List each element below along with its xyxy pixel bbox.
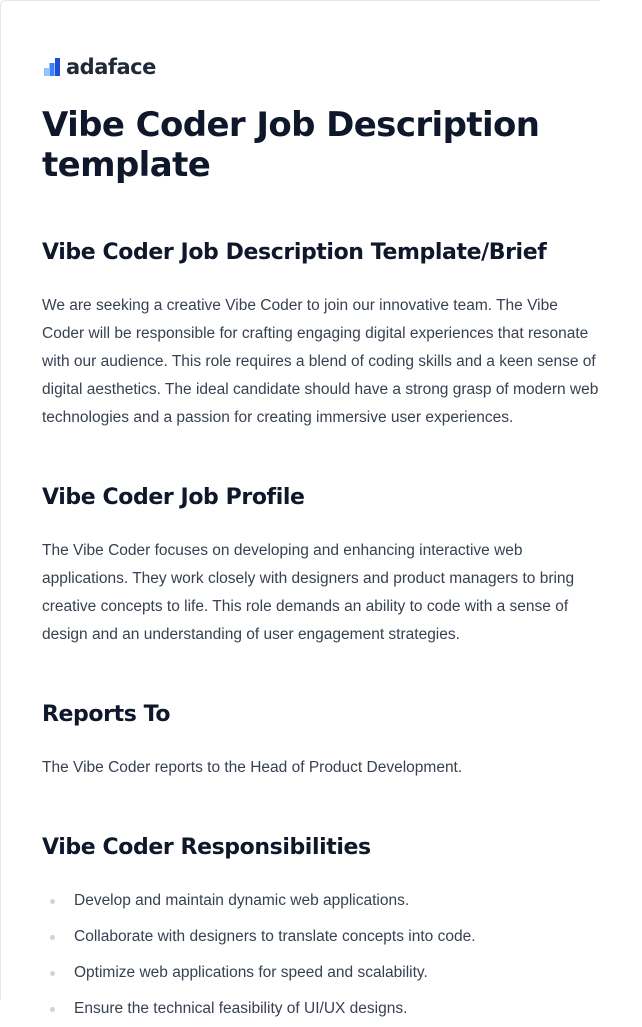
paragraph-line: We are seeking a creative Vibe Coder to join our innovative team. The Vibe: [42, 297, 558, 314]
list-item-text: Optimize web applications for speed and scalability.: [74, 964, 428, 981]
paragraph-line: creative concepts to life. This role demands an ability to code with a sense of: [42, 598, 569, 615]
section-heading-responsibilities: Vibe Coder Responsibilities: [42, 835, 371, 860]
list-item-text: Ensure the technical feasibility of UI/UX designs.: [74, 1000, 408, 1017]
list-item: [42, 955, 642, 991]
paragraph-line: digital aesthetics. The ideal candidate should have a strong grasp of modern web: [42, 381, 599, 398]
list-item-text: Collaborate with designers to translate concepts into code.: [74, 928, 476, 945]
paragraph-line: The Vibe Coder focuses on developing and enhancing interactive web: [42, 542, 523, 559]
paragraph-line: applications. They work closely with designers and product managers to bring: [42, 570, 575, 587]
bullet-icon: [50, 899, 55, 904]
section-paragraph-reports-to: [42, 754, 617, 782]
page-title: Vibe Coder Job Description template: [42, 105, 540, 185]
section-heading-job-profile: Vibe Coder Job Profile: [42, 485, 305, 510]
section-paragraph-job-profile: [42, 537, 617, 649]
paragraph-line: Coder will be responsible for crafting engaging digital experiences that resonate: [42, 325, 589, 342]
paragraph-line: The Vibe Coder reports to the Head of Product Development.: [42, 759, 463, 776]
paragraph-line: technologies and a passion for creating immersive user experiences.: [42, 409, 514, 426]
paragraph-line: with our audience. This role requires a blend of coding skills and a keen sense of: [42, 353, 596, 370]
paragraph-line: design and an understanding of user engagement strategies.: [42, 626, 460, 643]
list-item-text: Develop and maintain dynamic web applications.: [74, 892, 410, 909]
list-item: [42, 883, 642, 919]
bullet-icon: [50, 971, 55, 976]
brand-logo[interactable]: [42, 55, 642, 79]
bullet-icon: [50, 1007, 55, 1012]
section-paragraph-brief: [42, 292, 617, 432]
bullet-icon: [50, 935, 55, 940]
article-content: [42, 55, 642, 1027]
list-item: [42, 919, 642, 955]
section-heading-brief: Vibe Coder Job Description Template/Brief: [42, 240, 547, 265]
responsibilities-list: [42, 883, 642, 1027]
adaface-bars-icon: [42, 57, 62, 77]
section-heading-reports-to: Reports To: [42, 702, 171, 727]
list-item: [42, 991, 642, 1027]
brand-name: adaface: [66, 55, 156, 79]
